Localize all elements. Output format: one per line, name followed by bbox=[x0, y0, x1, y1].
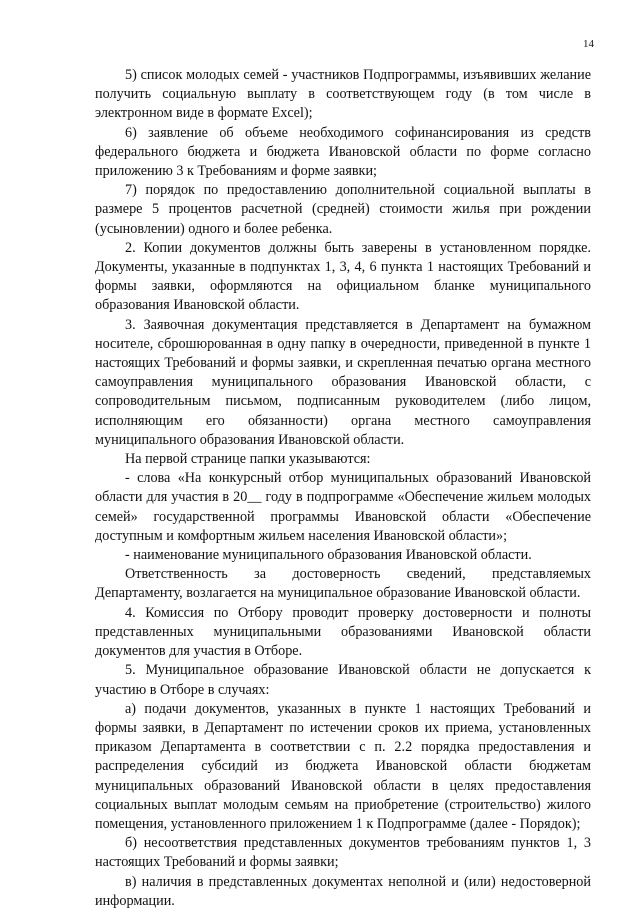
paragraph-clause-5: 5. Муниципальное образование Ивановской области не допускается к участию в Отборе в случаях: bbox=[95, 662, 591, 698]
paragraph-item-5: 5) список молодых семей - участников Подпрограммы, изъявивших желание получить социальную выплату в соответствующем году (в том числе в электронном виде в формате Excel); bbox=[95, 67, 591, 122]
paragraph-item-6: 6) заявление об объеме необходимого софинансирования из средств федерального бюджета и бюджета Ивановской области по форме согласно приложению 3 к Требованиям и форме заявки; bbox=[95, 124, 591, 180]
page-number: 14 bbox=[583, 38, 594, 50]
paragraph-clause-2: 2. Копии документов должны быть заверены в установленном порядке. Документы, указанные в подпунктах 1, 3, 4, 6 пункта 1 настоящих Требований и формы заявки, оформляются на официальном бланке муниципального образования Ивановской области. bbox=[95, 239, 591, 314]
paragraph-dash-words: - слова «На конкурсный отбор муниципальных образований Ивановской области для участия в 20__ году в подпрограмме «Обеспечение жильем молодых семей» государственной программы Ивановской области «Обеспечение доступным и комфортным жильем населения Ивановской области»; bbox=[95, 470, 591, 544]
paragraph-first-page-intro: На первой странице папки указываются: bbox=[125, 451, 371, 468]
paragraph-item-7: 7) порядок по предоставлению дополнительной социальной выплаты в размере 5 процентов расчетной (средней) стоимости жилья при рождении (усыновлении) одного и более ребенка. bbox=[95, 182, 591, 237]
paragraph-case-a: а) подачи документов, указанных в пункте 1 настоящих Требований и формы заявки, в Департамент по истечении сроков их приема, установленных приказом Департамента в соответствии с п. 2.2 порядка предоставления и распределения субсидий из бюджета Ивановской области бюджетам муниципальных образований Ивановской области в целях предоставления социальных выплат молодым семьям на приобретение (строительство) жилого помещения, установленного приложением 1 к Подпрограмме (далее - Порядок); bbox=[95, 700, 591, 832]
paragraph-clause-4: 4. Комиссия по Отбору проводит проверку достоверности и полноты представленных муниципальными образованиями Ивановской области документов для участия в Отборе. bbox=[95, 604, 591, 660]
paragraph-case-v: в) наличия в представленных документах неполной и (или) недостоверной информации. bbox=[95, 873, 591, 909]
paragraph-clause-3: 3. Заявочная документация представляется в Департамент на бумажном носителе, сброшюрованная в одну папку в очередности, приведенной в пункте 1 настоящих Требований и формы заявки, и скрепленная печатью органа местного самоуправления муниципального образования Ивановской области, с сопроводительным письмом, подписанным руководителем (либо лицом, исполняющим его обязанности) органа местного самоуправления муниципального образования Ивановской области. bbox=[95, 316, 591, 448]
paragraph-case-b: б) несоответствия представленных документов требованиям пунктов 1, 3 настоящих Требований и формы заявки; bbox=[95, 835, 591, 871]
document-body bbox=[95, 66, 591, 911]
paragraph-dash-name: - наименование муниципального образования Ивановской области. bbox=[125, 547, 532, 564]
paragraph-responsibility: Ответственность за достоверность сведений, представляемых Департаменту, возлагается на муниципальное образование Ивановской области. bbox=[95, 566, 591, 602]
